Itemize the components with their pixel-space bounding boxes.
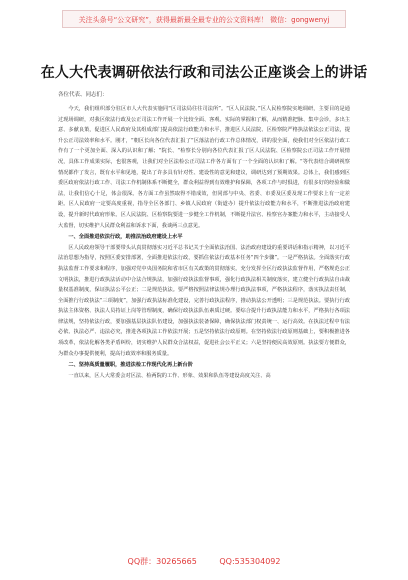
- intro-paragraph: 今天，我们组织部分驻区市人大代表实施同“区司法局往往司法所”。“区人民法院、”区人民检察院实地调研，主要目的是通过现场调研，对我区依法行政及公正司法工作开展一个比较全面、客观、实际的掌握和了解，从而精准把脉、集中会诊，多出主意、多献良策，促进区人民政府及其组成部门提高依法行政能力和水平，推进区人民法院、区检察院严格执法依法公正司法，提升公正司法效率和水平。刚才，“朝区长向各位代表汇报了“区落法治行政工作总体情况，讲的很全面，使我们对全区依法行政工作有了一个更加全面、深入的认识和了解；“院长、“检察长分别向各位代表汇报了区人民法院、区检察院公正司法工作开展情况，具体工作成果实际，也很客观，让我们对全区法检公正司法工作各方面有了一个全面的认识和了解。“等代表结合调研视察情况都作了发言，既有水平和见地，提出了许多具有针对性、建设性的意见和建议，调研达到了预期效果。总体上，我们感到区委区政府依法行政工作、司法工作机制体系不断健全，群众利益得到有效维护和保障，各项工作与时俱进，有很多好的经验和做法，让我们信心十足，体会很深。各方面工作虽然取得不错成效，但同部与中央、省委、市委及区委及现工作要求上有一定差距。区人民政府一定要高度重视，指导全区各部门、乡镇人民政府（街道办）提升依法行政能力和水平，不断推进法治政府建设，提升新时代政府形象。区人民法院、区检察院要进一步健全工作机制，不断提升法官、检察官办案能力和水平，主动接受人大监督，切实维护人民群众利益和诉求下面，我谈两三点意见。: [58, 106, 350, 229]
- section-heading: 二、坚持高质量履职，推进法检工作现代化再上新台阶: [68, 362, 193, 369]
- section-paragraph: 区人民政府领导干部要带头认真贯彻落实习近平总书记关于全面依法治国、法治政府建设的重要讲话和指示精神，以习近平法治思想为指导，按照区委安排部署，全面推进依法行政，要抓住依法行政基本任务“四个步骤”。一是严格执法。全面落实行政执法监督工作要求和程序，加强对党中央国务院和省市区有关政策的贯彻落实。充分发挥全区行政执法监督作用，严格规范公正文明执法，推进行政执法活动中合法合规执法，加强行政执法监督事项，强化行政执法相关制度落实，建立健全行政执法自由裁量权基准制度，保证执法公平公正；二是规范执法。要严格按照法律法规办理行政执法事项，严格执法程序，落实执法责任制，全面推行行政执法“三项制度”，加强行政执法标准化建设，完善行政执法程序，推动执法公开透明；三是规范执法。要执行行政执法主体资格、执法人员持证上岗等管理制度，确保行政执法队伍素质过硬。要综合提升行政执法能力和水平，严格执行各项法律法规，坚持依法行政，要加强基层执法队伍建设，加强执法装备保障，确保执法部门权责统一、运行高效。在执法过程中有法必依、执法必严、违法必究，推进各项执法工作依法开展；五是坚持依法行政原则。在坚持依法行政原则基础上，要积极推进各项改革，依法化解各类矛盾纠纷，切实维护人民群众合法权益，促进社会公平正义；六是坚持便民高效原则。执法要方便群众，为群众办事提供便利，提高行政效率和服务质量。: [58, 244, 350, 357]
- salutation: 各位代表、同志们：: [58, 92, 108, 98]
- footer-qq-group: QQ群：30265665: [127, 557, 197, 566]
- footer-qq: QQ:535304092: [219, 557, 281, 566]
- section-heading: 一、全面推进依法行政，助推法治政府建设上水平: [68, 234, 183, 241]
- document-body: [58, 104, 350, 381]
- section-paragraph: 一直以来，区人大常委会对区法、检两院的工作、形象、效果和队伍等建设高度关注、高: [68, 372, 271, 379]
- footer-contact: [0, 556, 408, 567]
- document-title: 在人大代表调研依法行政和司法公正座谈会上的讲话: [40, 65, 368, 81]
- promo-banner: 关注头条号“公文研究”，获得最新最全最专业的公文资料库！ 微信：gongwenyj: [62, 10, 346, 28]
